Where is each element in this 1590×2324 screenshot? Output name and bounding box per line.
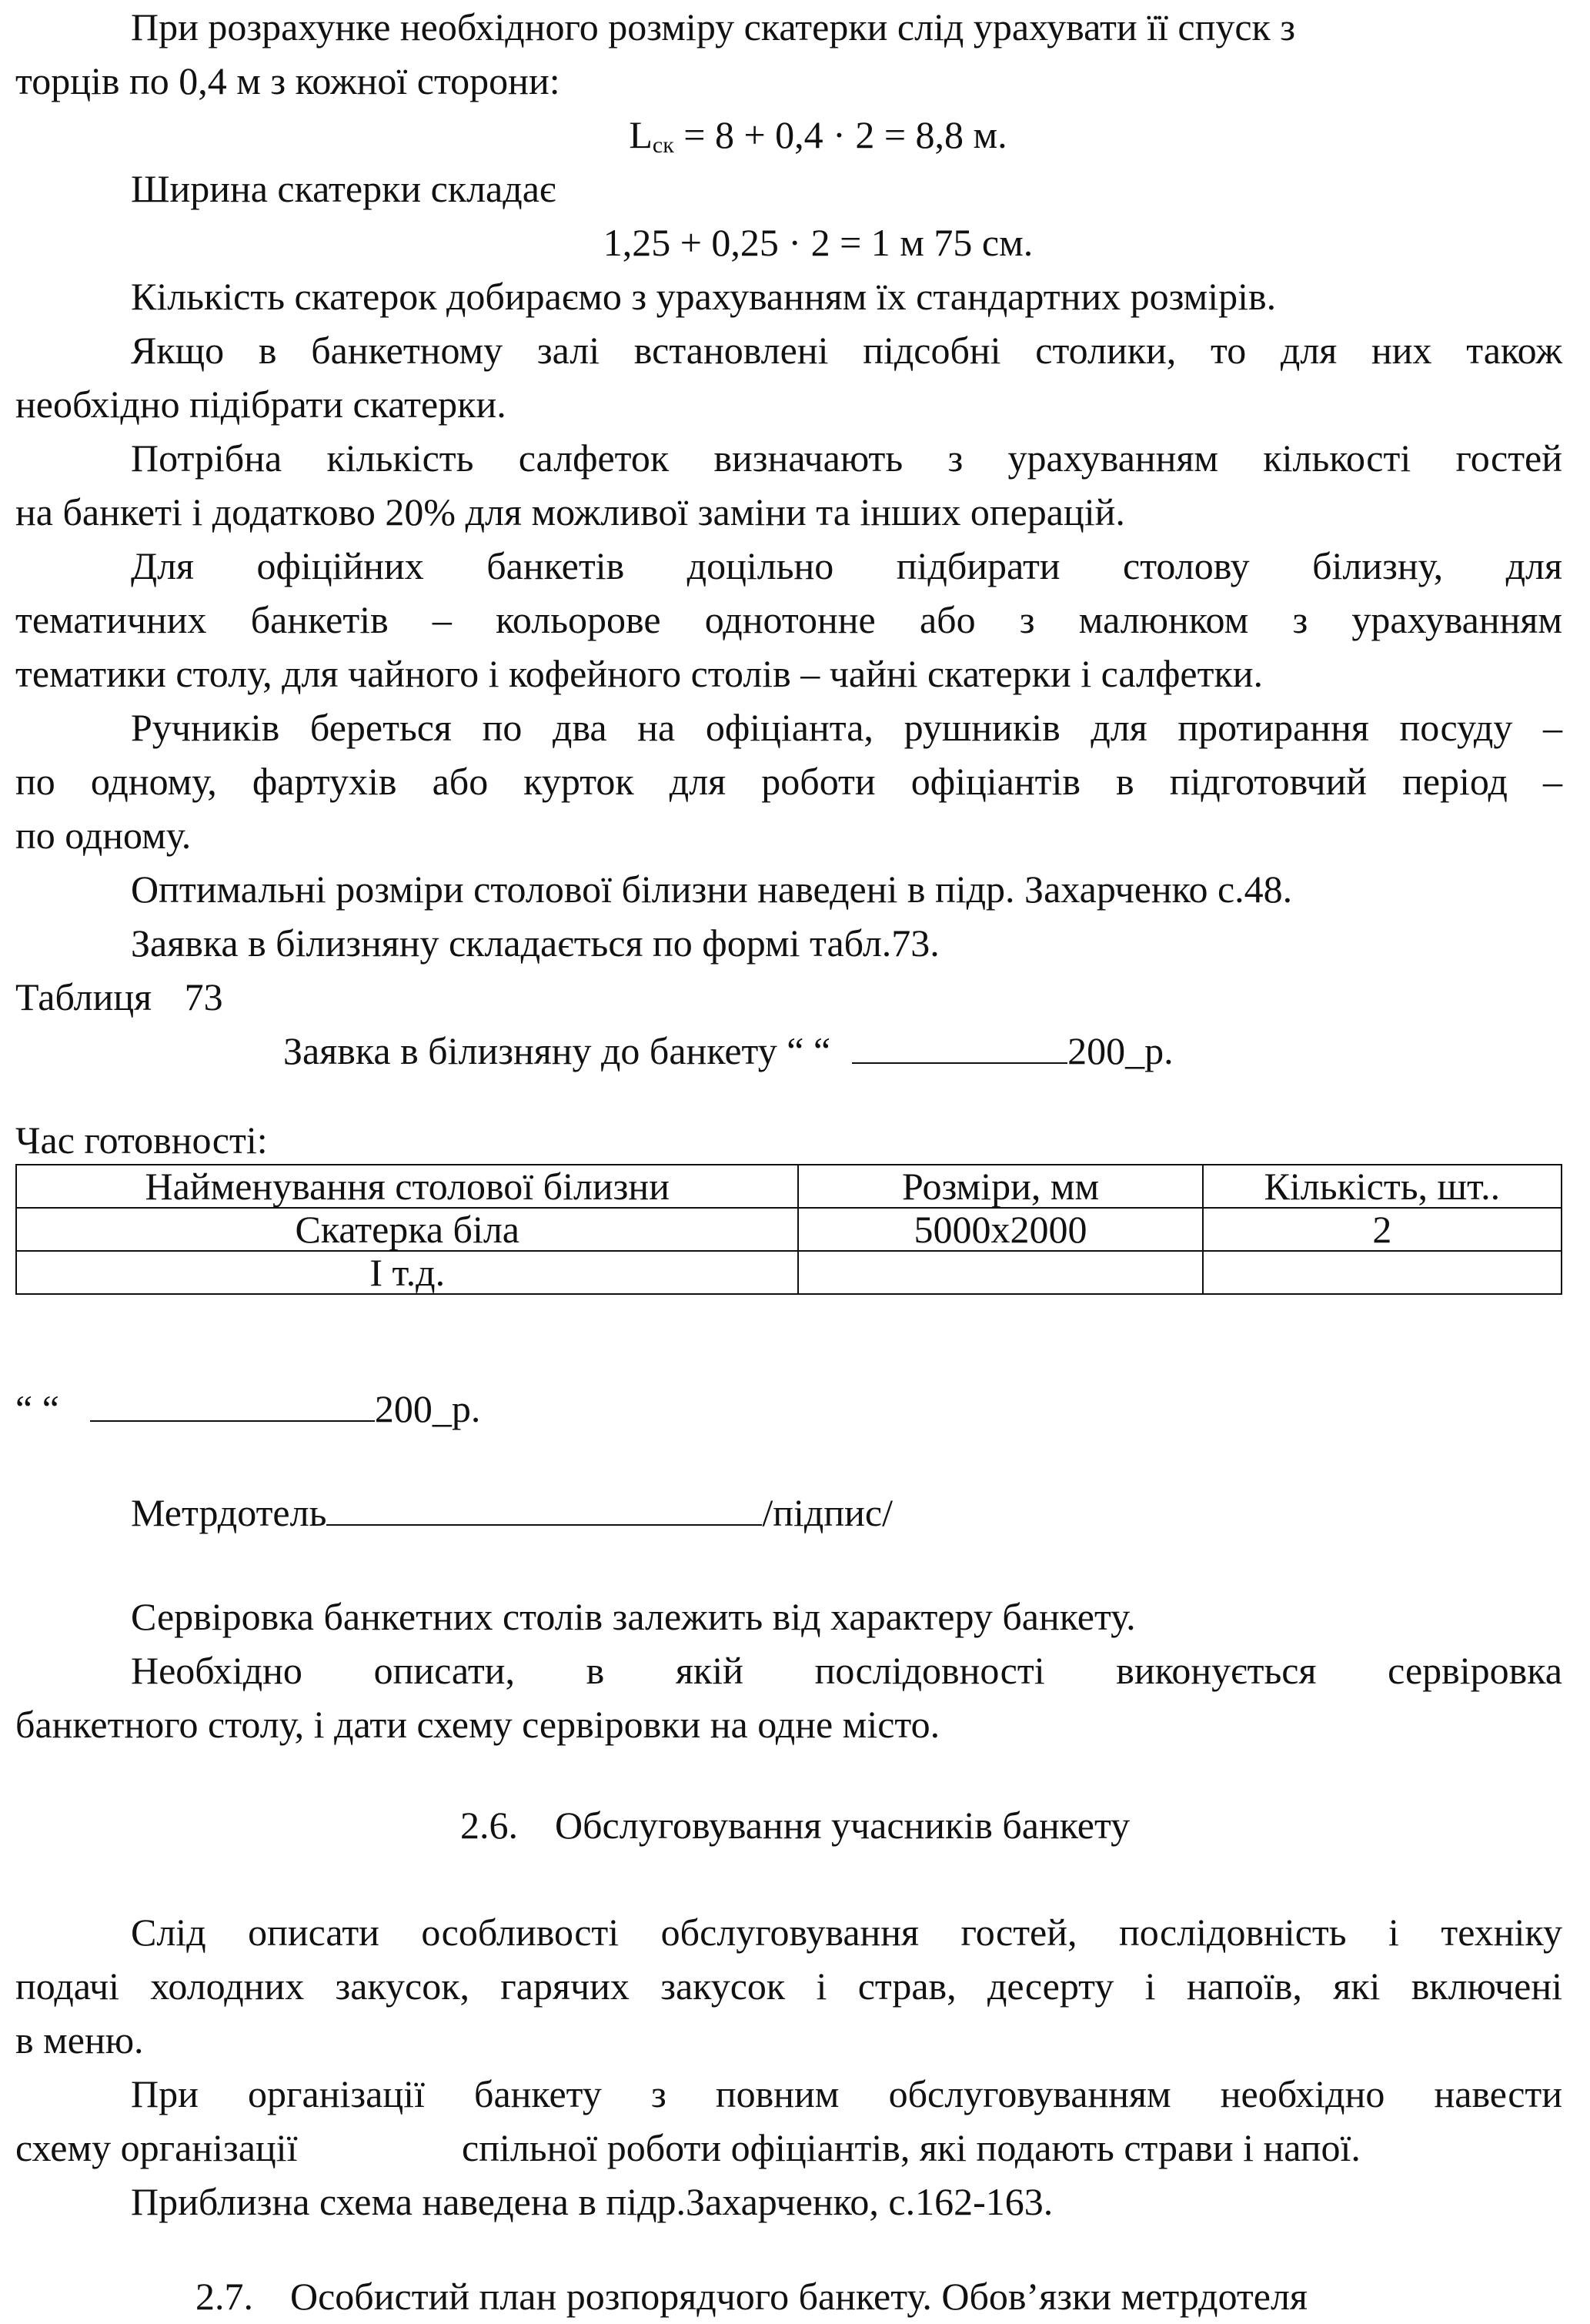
table-header-row xyxy=(16,1165,1562,1208)
paragraph-tablecloth-calc-line1: При розрахунке необхідного розміру скатерки слід урахувати її спуск з xyxy=(131,5,1296,48)
paragraph-serving-order-line1: Необхідно описати, в якій послідовності виконується сервіровка xyxy=(131,1649,1562,1692)
paragraph-count: Кількість скатерок добираємо з урахуванням їх стандартних розмірів. xyxy=(131,275,1277,318)
section-heading-2-6 xyxy=(460,1798,1130,1852)
signature-note: /підпис/ xyxy=(762,1491,893,1534)
paragraph-towels-line3: по одному. xyxy=(15,814,192,857)
signature-label: Метрдотель xyxy=(131,1491,327,1534)
date-year: 200_р. xyxy=(374,1387,481,1430)
formula-symbol: L xyxy=(629,113,653,156)
linen-request-table xyxy=(15,1164,1562,1295)
paragraph-tablecloth-calc-line2: торців по 0,4 м з кожної сторони: xyxy=(15,59,560,102)
paragraph-serving: Сервіровка банкетних столів залежить від характеру банкету. xyxy=(131,1595,1136,1638)
table-header-cell: Найменування столової білизни xyxy=(16,1165,798,1208)
paragraph-serving-order-line2: банкетного столу, і дати схему сервіровки на одне місто. xyxy=(15,1703,940,1746)
date-blank xyxy=(852,1027,1067,1064)
table-header-cell: Кількість, шт.. xyxy=(1203,1165,1562,1208)
paragraph-full-service-line1: При організації банкету з повним обслуговуванням необхідно навести xyxy=(131,2072,1562,2115)
paragraph-linen-types-line3: тематики столу, для чайного і кофейного столів – чайні скатерки і салфетки. xyxy=(15,652,1263,695)
paragraph-service-line2: подачі холодних закусок, гарячих закусок і страв, десерту і напоїв, які включені xyxy=(15,1965,1562,2008)
table-title xyxy=(283,1024,1174,1078)
paragraph-width: Ширина скатерки складає xyxy=(131,167,556,210)
paragraph-napkins-line1: Потрібна кількість салфеток визначають з урахуванням кількості гостей xyxy=(131,436,1562,480)
ready-time-label: Час готовності: xyxy=(15,1119,268,1162)
section-title: Обслуговування учасників банкету xyxy=(555,1804,1131,1847)
paragraph-scheme-ref: Приблизна схема наведена в підр.Захарченко, с.162-163. xyxy=(131,2180,1054,2223)
paragraph-full-service-line2a: схему організації xyxy=(15,2126,298,2169)
table-title-year: 200_р. xyxy=(1067,1029,1174,1072)
table-row xyxy=(16,1251,1562,1294)
table-cell: 2 xyxy=(1203,1208,1562,1251)
paragraph-linen-types-line2: тематичних банкетів – кольорове однотонне або з малюнком з урахуванням xyxy=(15,598,1562,641)
paragraph-napkins-line2: на банкеті і додатково 20% для можливої заміни та інших операцій. xyxy=(15,490,1125,533)
table-cell xyxy=(798,1251,1202,1294)
paragraph-side-tables-line1: Якщо в банкетному залі встановлені підсобні столики, то для них також xyxy=(131,329,1562,372)
date-quotes: “ “ xyxy=(15,1387,59,1430)
table-cell xyxy=(1203,1251,1562,1294)
table-row xyxy=(16,1208,1562,1251)
paragraph-service-line1: Слід описати особливості обслуговування гостей, послідовність і техніку xyxy=(131,1911,1562,1954)
section-heading-2-7 xyxy=(195,2269,1308,2323)
formula-tablecloth-length xyxy=(23,108,1590,162)
section-number: 2.7. xyxy=(195,2275,253,2318)
date-blank xyxy=(90,1385,375,1422)
table-cell: 5000х2000 xyxy=(798,1208,1202,1251)
signature-line xyxy=(131,1486,893,1540)
table-header-cell: Розміри, мм xyxy=(798,1165,1202,1208)
formula-subscript: ск xyxy=(652,132,674,158)
date-line xyxy=(15,1382,480,1436)
paragraph-full-service-line2b: спільної роботи офіціантів, які подають страви і напої. xyxy=(462,2126,1361,2169)
paragraph-side-tables-line2: необхідно підібрати скатерки. xyxy=(15,383,506,426)
table-cell: І т.д. xyxy=(16,1251,798,1294)
table-title-text: Заявка в білизняну до банкету “ “ xyxy=(283,1029,831,1072)
paragraph-towels-line2: по одному, фартухів або курток для роботи офіціантів в підготовчий період – xyxy=(15,760,1562,803)
paragraph-service-line3: в меню. xyxy=(15,2018,144,2062)
paragraph-optimal-sizes: Оптимальні розміри столової білизни наведені в підр. Захарченко с.48. xyxy=(131,868,1293,911)
paragraph-linen-types-line1: Для офіційних банкетів доцільно підбирати столову білизну, для xyxy=(131,544,1562,587)
signature-blank xyxy=(326,1489,762,1526)
section-title: Особистий план розпорядчого банкету. Обов’язки метрдотеля xyxy=(290,2275,1308,2318)
section-number: 2.6. xyxy=(460,1804,518,1847)
formula-expression: = 8 + 0,4 · 2 = 8,8 м. xyxy=(673,113,1007,156)
formula-tablecloth-width: 1,25 + 0,25 · 2 = 1 м 75 см. xyxy=(603,221,1034,264)
paragraph-towels-line1: Ручників береться по два на офіціанта, рушників для протирання посуду – xyxy=(131,706,1562,749)
table-cell: Скатерка біла xyxy=(16,1208,798,1251)
paragraph-request-form: Заявка в білизняну складається по формі табл.73. xyxy=(131,921,940,965)
table-caption: Таблиця 73 xyxy=(15,975,223,1018)
